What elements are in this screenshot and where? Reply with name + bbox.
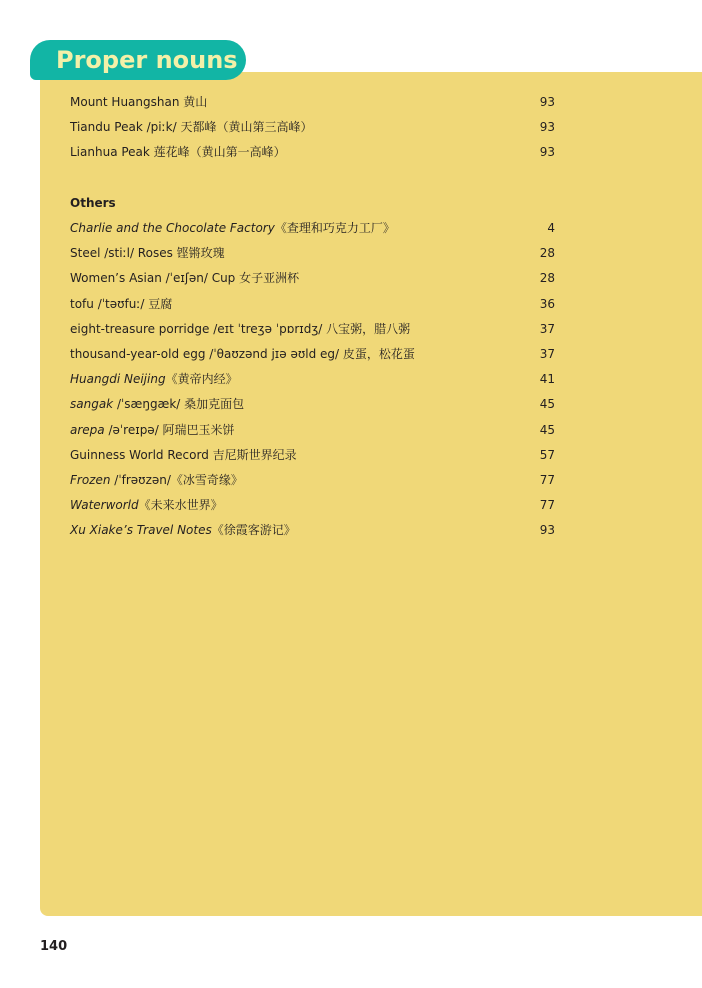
entry-page: 45 bbox=[539, 422, 555, 437]
entry-italic-term: Xu Xiake’s Travel Notes bbox=[70, 523, 212, 538]
index-entry bbox=[70, 344, 555, 364]
entry-text: eight-treasure porridge /eɪt ˈtreʒə ˈpɒrɪdʒ/ 八宝粥，腊八粥 bbox=[70, 321, 411, 336]
index-entry bbox=[70, 394, 555, 414]
entry-text: Lianhua Peak 莲花峰（黄山第一高峰） bbox=[70, 145, 286, 160]
entry-text: Mount Huangshan 黄山 bbox=[70, 95, 208, 109]
index-entry bbox=[70, 495, 555, 515]
entry-italic-term: Charlie and the Chocolate Factory bbox=[70, 221, 275, 235]
entry-page: 37 bbox=[539, 321, 555, 336]
entry-text: thousand-year-old egg /ˈθaʊzənd jɪə əʊld eg/ 皮蛋，松花蛋 bbox=[70, 347, 415, 361]
entry-page: 93 bbox=[539, 145, 555, 160]
entry-page: 93 bbox=[539, 120, 555, 135]
entry-page: 77 bbox=[539, 473, 555, 487]
entry-text: /ˈsæŋgæk/ 桑加克面包 bbox=[113, 397, 245, 412]
entry-italic-term: sangak bbox=[70, 397, 114, 412]
entry-text: 《查理和巧克力工厂》 bbox=[274, 221, 395, 235]
index-entry bbox=[70, 218, 555, 238]
entry-page: 37 bbox=[539, 347, 555, 361]
entry-page: 28 bbox=[539, 271, 555, 286]
entry-text: /ˈfrəʊzən/《冰雪奇缘》 bbox=[110, 473, 243, 487]
entry-page: 36 bbox=[539, 296, 555, 311]
entry-text: 《徐霞客游记》 bbox=[211, 523, 296, 538]
entry-text: Women’s Asian /ˈeɪʃən/ Cup 女子亚洲杯 bbox=[70, 271, 300, 286]
entry-text: 《未来水世界》 bbox=[138, 498, 223, 513]
index-entry bbox=[70, 243, 555, 263]
index-entry bbox=[70, 319, 555, 339]
index-panel bbox=[40, 72, 702, 916]
index-entry bbox=[70, 294, 555, 314]
others-heading: Others bbox=[70, 196, 116, 210]
entry-text: /əˈreɪpə/ 阿瑞巴玉米饼 bbox=[104, 422, 235, 437]
entry-italic-term: Frozen bbox=[70, 473, 111, 487]
entry-text: Steel /stiːl/ Roses 铿锵玫瑰 bbox=[70, 246, 225, 261]
entry-text: 《黄帝内经》 bbox=[165, 372, 238, 387]
entry-italic-term: arepa bbox=[70, 422, 105, 437]
entry-text: tofu /ˈtəʊfuː/ 豆腐 bbox=[70, 296, 173, 311]
index-entry bbox=[70, 92, 555, 112]
index-entry bbox=[70, 268, 555, 288]
index-entry bbox=[70, 369, 555, 389]
entry-text: Tiandu Peak /piːk/ 天都峰（黄山第三高峰） bbox=[70, 120, 313, 135]
entry-page: 77 bbox=[539, 498, 555, 513]
entry-page: 57 bbox=[539, 447, 555, 462]
entry-text: Guinness World Record 吉尼斯世界纪录 bbox=[70, 447, 297, 462]
entry-page: 41 bbox=[539, 372, 555, 387]
entry-page: 4 bbox=[547, 221, 555, 235]
index-entry bbox=[70, 445, 555, 465]
index-entry bbox=[70, 420, 555, 440]
index-entry bbox=[70, 470, 555, 490]
page-number: 140 bbox=[40, 939, 68, 954]
entry-page: 28 bbox=[539, 246, 555, 261]
entry-page: 93 bbox=[539, 95, 555, 109]
index-entry bbox=[70, 142, 555, 162]
entry-page: 93 bbox=[539, 523, 555, 538]
index-entry bbox=[70, 520, 555, 540]
index-entry bbox=[70, 117, 555, 137]
entry-page: 45 bbox=[539, 397, 555, 412]
entry-italic-term: Huangdi Neijing bbox=[70, 372, 166, 387]
entry-italic-term: Waterworld bbox=[70, 498, 139, 513]
section-title: Proper nouns bbox=[30, 40, 246, 80]
